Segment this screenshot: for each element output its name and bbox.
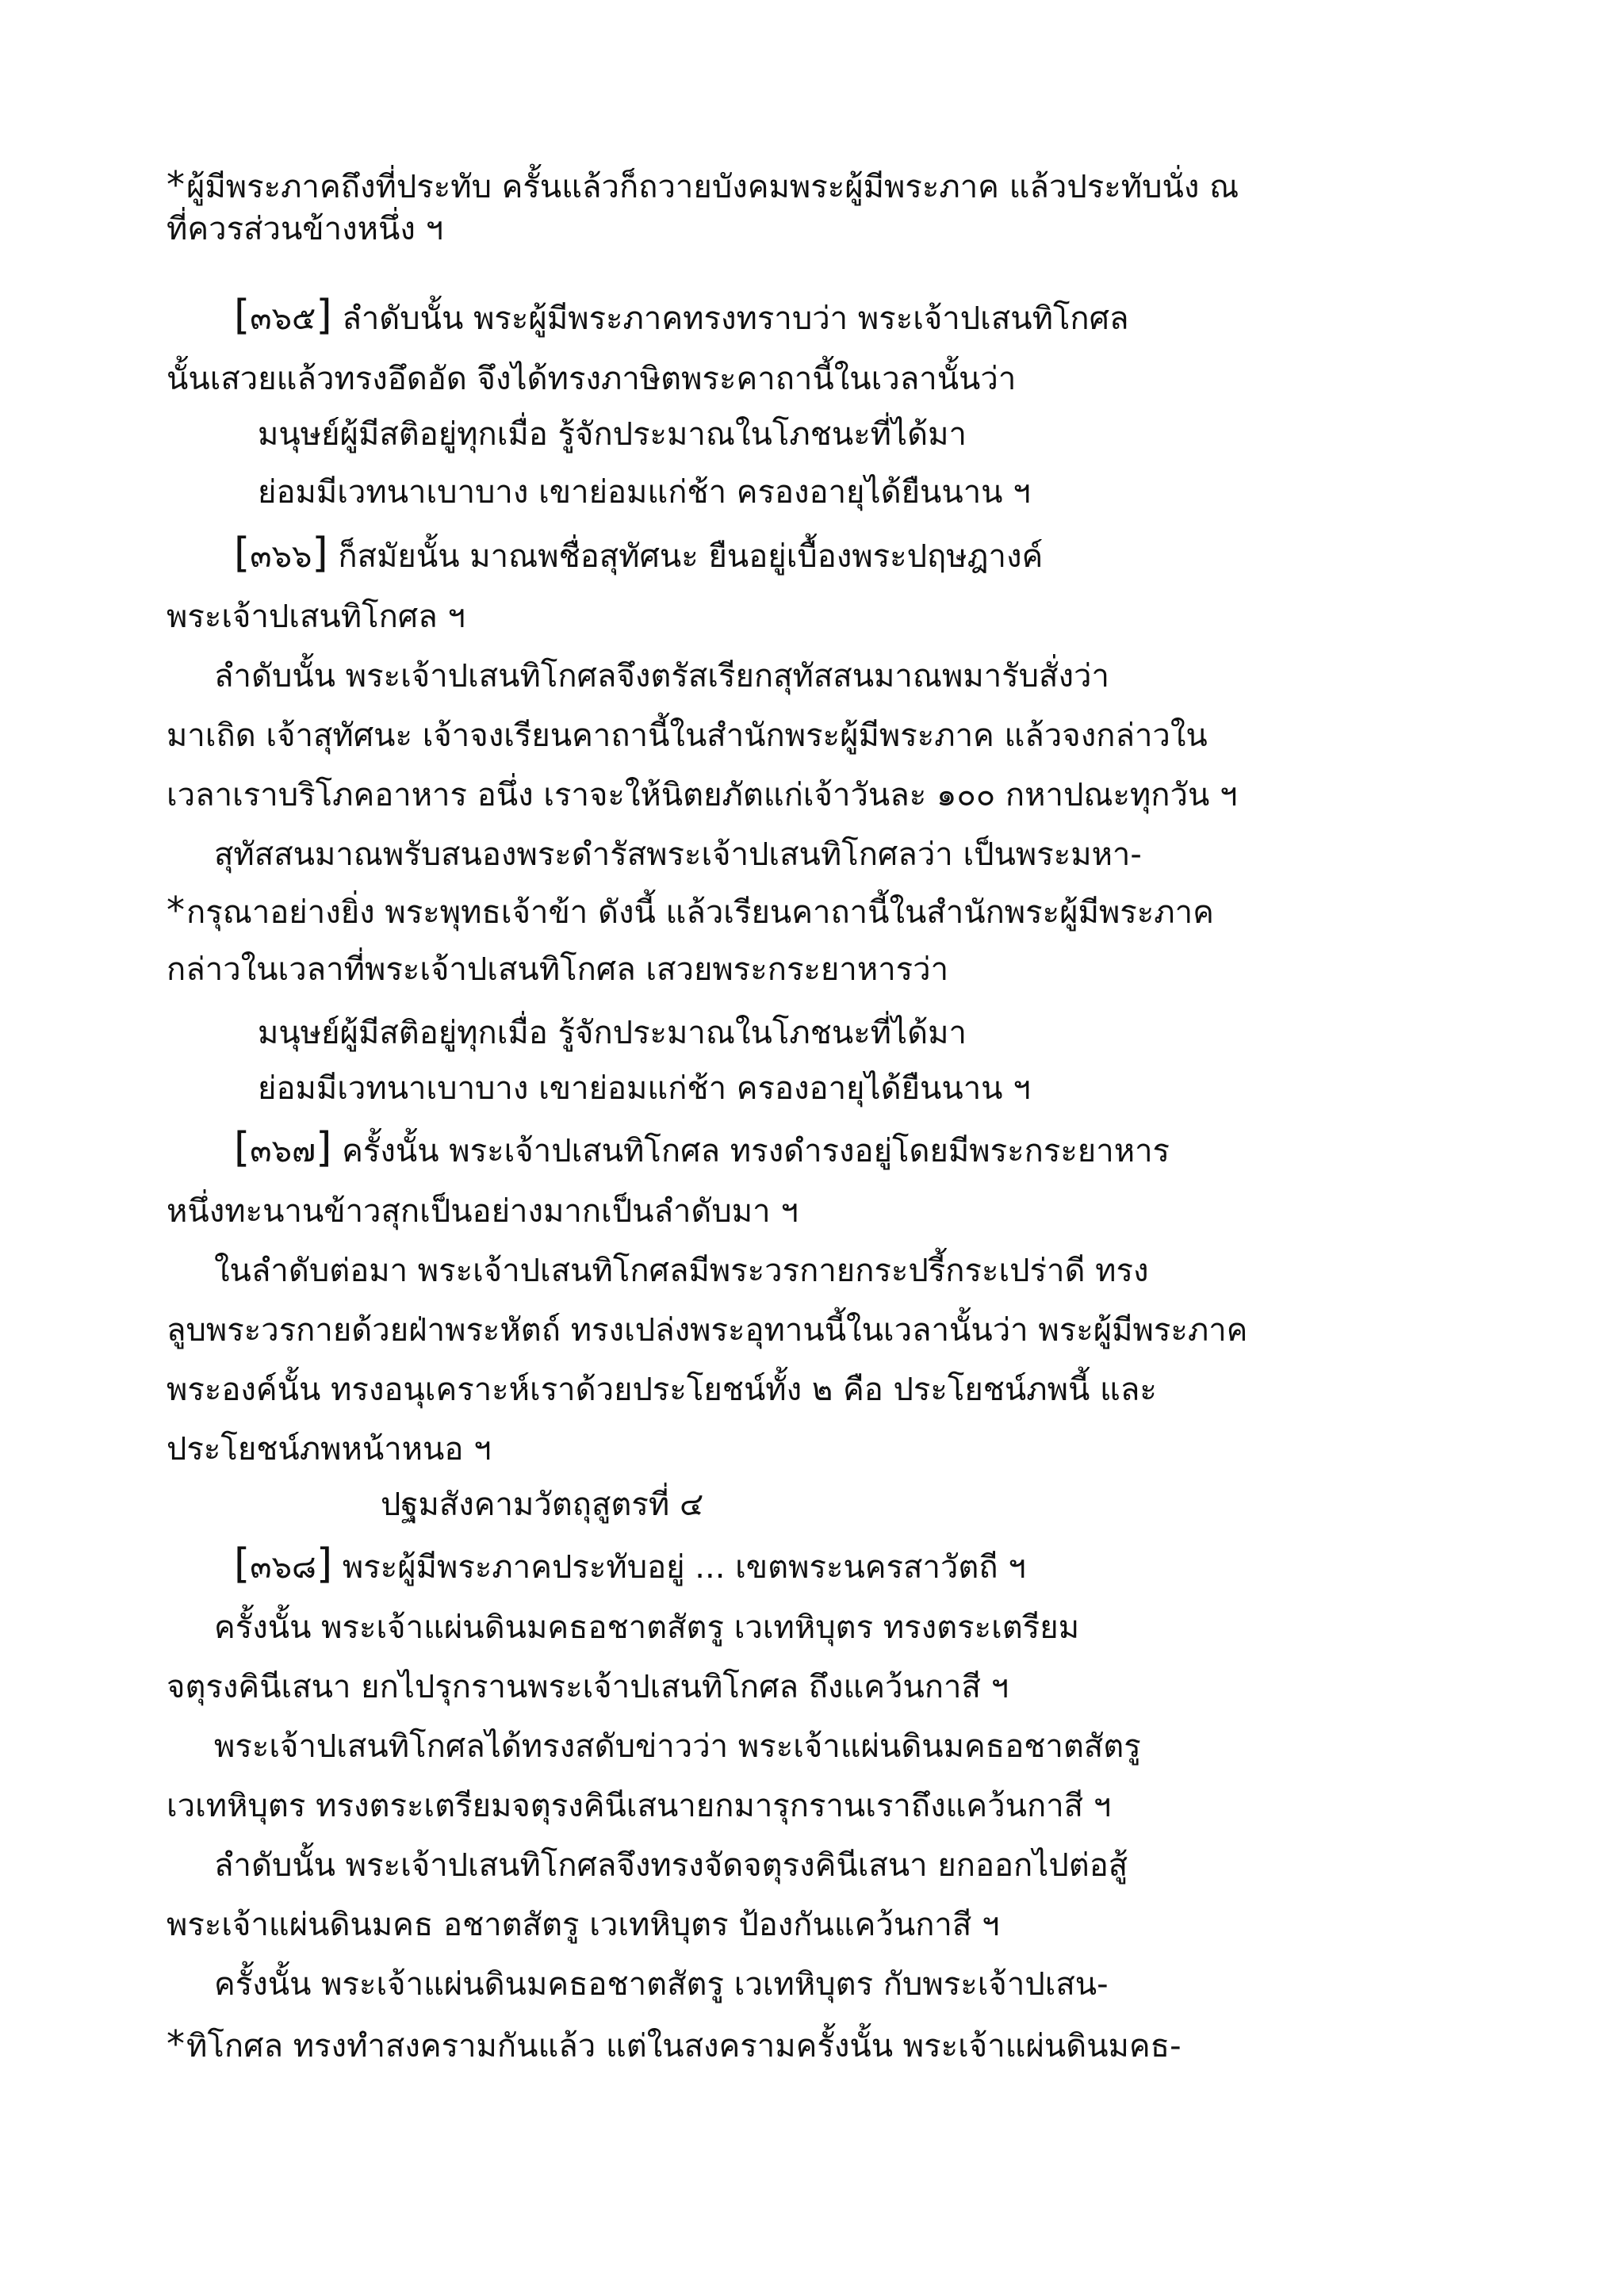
sutta-title [381,1483,703,1527]
line-text: พระเจ้าปเสนทิโกศล ฯ [167,599,465,635]
line-text: สุทัสสนมาณพรับสนองพระดำรัสพระเจ้าปเสนทิโกศลว่า เป็นพระมหา- [214,836,1142,873]
line-text: เวเทหิบุตร ทรงตระเตรียมจตุรงคินีเสนายกมารุกรานเราถึงแคว้นกาสี ฯ [167,1788,1112,1824]
section-number: ๓๖๖ [250,538,312,575]
text-line [214,1249,1149,1293]
line-text: ก็สมัยนั้น มาณพชื่อสุทัศนะ ยืนอยู่เบื้องพระปฤษฎางค์ [327,538,1044,575]
section-bracket-open: [ [234,530,251,577]
line-text: หนึ่งทะนานข้าวสุกเป็นอย่างมากเป็นลำดับมา ฯ [167,1193,799,1230]
line-text: ที่ควรส่วนข้างหนึ่ง ฯ [167,211,444,247]
verse-line [258,1011,967,1055]
text-line [167,714,1208,758]
section-bracket-open: [ [234,1540,251,1588]
section-bracket-close: ] [316,1540,333,1588]
text-line [214,654,1109,698]
verse-line [258,1066,1031,1111]
line-text: นั้นเสวยแล้วทรงอึดอัด จึงได้ทรงภาษิตพระคาถานี้ในเวลานั้นว่า [167,361,1017,397]
continuation-star: * [167,889,185,932]
text-line [167,1427,492,1471]
text-line [214,1843,1128,1888]
line-text: ครั้งนั้น พระเจ้าแผ่นดินมคธอชาตสัตรู เวเทหิบุตร ทรงตระเตรียม [214,1609,1080,1646]
line-text: กรุณาอย่างยิ่ง พระพุทธเจ้าข้า ดังนี้ แล้วเรียนคาถานี้ในสำนักพระผู้มีพระภาค [186,894,1214,931]
line-text: ครั้งนั้น พระเจ้าแผ่นดินมคธอชาตสัตรู เวเทหิบุตร กับพระเจ้าปเสน- [214,1966,1109,2003]
line-text: ประโยชน์ภพหน้าหนอ ฯ [167,1431,492,1468]
line-text: มาเถิด เจ้าสุทัศนะ เจ้าจงเรียนคาถานี้ในสำนักพระผู้มีพระภาค แล้วจงกล่าวใน [167,718,1208,754]
text-line [214,1962,1109,2007]
line-text: ทิโกศล ทรงทำสงครามกันแล้ว แต่ในสงครามครั้งนั้น พระเจ้าแผ่นดินมคธ- [186,2028,1182,2064]
line-text: มนุษย์ผู้มีสติอยู่ทุกเมื่อ รู้จักประมาณในโภชนะที่ได้มา [258,416,967,453]
text-line [167,1665,1009,1709]
section-bracket-open: [ [234,1124,251,1172]
line-text: ผู้มีพระภาคถึงที่ประทับ ครั้นแล้วก็ถวายบังคมพระผู้มีพระภาค แล้วประทับนั่ง ณ [186,169,1239,205]
section-bracket-open: [ [234,292,251,339]
section-number: ๓๖๕ [250,300,316,337]
text-line [167,947,948,992]
text-line [214,1724,1141,1769]
text-line [167,357,1016,401]
text-line [167,207,443,251]
line-text: ปฐมสังคามวัตถุสูตรที่ ๔ [381,1487,704,1523]
line-text: ครั้งนั้น พระเจ้าปเสนทิโกศล ทรงดำรงอยู่โดยมีพระกระยาหาร [331,1133,1170,1169]
line-text: ลำดับนั้น พระเจ้าปเสนทิโกศลจึงทรงจัดจตุรงคินีเสนา ยกออกไปต่อสู้ [214,1847,1128,1884]
text-line [167,1784,1111,1828]
line-text: จตุรงคินีเสนา ยกไปรุกรานพระเจ้าปเสนทิโกศล ถึงแคว้นกาสี ฯ [167,1669,1009,1705]
section-bracket-close: ] [316,1124,332,1172]
section-bracket-close: ] [316,292,332,339]
line-text: ลูบพระวรกายด้วยฝ่าพระหัตถ์ ทรงเปล่งพระอุทานนี้ในเวลานั้นว่า พระผู้มีพระภาค [167,1312,1248,1349]
verse-line [258,412,967,457]
text-line [167,163,1239,209]
text-line [167,773,1238,817]
line-text: ลำดับนั้น พระผู้มีพระภาคทรงทราบว่า พระเจ้าปเสนทิโกศล [331,300,1129,337]
text-line [167,2022,1182,2068]
continuation-star: * [167,2022,185,2065]
text-line [214,832,1142,877]
line-text: ย่อมมีเวทนาเบาบาง เขาย่อมแก่ช้า ครองอายุได้ยืนนาน ฯ [258,1070,1031,1107]
line-text: เวลาเราบริโภคอาหาร อนึ่ง เราจะให้นิตยภัตแก่เจ้าวันละ ๑๐๐ กหาปณะทุกวัน ฯ [167,777,1238,813]
line-text: ย่อมมีเวทนาเบาบาง เขาย่อมแก่ช้า ครองอายุได้ยืนนาน ฯ [258,474,1031,511]
verse-line [258,470,1031,515]
text-line [167,1189,799,1234]
text-line [234,531,1043,579]
text-line [234,293,1129,341]
text-line [234,1126,1170,1173]
text-line [167,1368,1157,1412]
section-bracket-close: ] [312,530,328,577]
section-number: ๓๖๘ [250,1549,316,1586]
text-line [167,888,1214,935]
text-line [167,595,465,639]
line-text: ในลำดับต่อมา พระเจ้าปเสนทิโกศลมีพระวรกายกระปรี้กระเปร่าดี ทรง [214,1253,1149,1289]
line-text: พระเจ้าปเสนทิโกศลได้ทรงสดับข่าวว่า พระเจ้าแผ่นดินมคธอชาตสัตรู [214,1728,1141,1765]
text-line [167,1308,1247,1353]
line-text: พระองค์นั้น ทรงอนุเคราะห์เราด้วยประโยชน์ทั้ง ๒ คือ ประโยชน์ภพนี้ และ [167,1372,1157,1408]
line-text: มนุษย์ผู้มีสติอยู่ทุกเมื่อ รู้จักประมาณในโภชนะที่ได้มา [258,1015,967,1051]
section-number: ๓๖๗ [250,1133,316,1169]
text-line [214,1605,1079,1650]
text-line [167,1903,999,1947]
line-text: พระผู้มีพระภาคประทับอยู่ ... เขตพระนครสาวัตถี ฯ [332,1549,1026,1586]
continuation-star: * [167,163,185,206]
line-text: ลำดับนั้น พระเจ้าปเสนทิโกศลจึงตรัสเรียกสุทัสสนมาณพมารับสั่งว่า [214,658,1109,695]
text-line [234,1542,1026,1590]
line-text: พระเจ้าแผ่นดินมคธ อชาตสัตรู เวเทหิบุตร ป้องกันแคว้นกาสี ฯ [167,1907,1000,1943]
line-text: กล่าวในเวลาที่พระเจ้าปเสนทิโกศล เสวยพระกระยาหารว่า [167,951,949,988]
